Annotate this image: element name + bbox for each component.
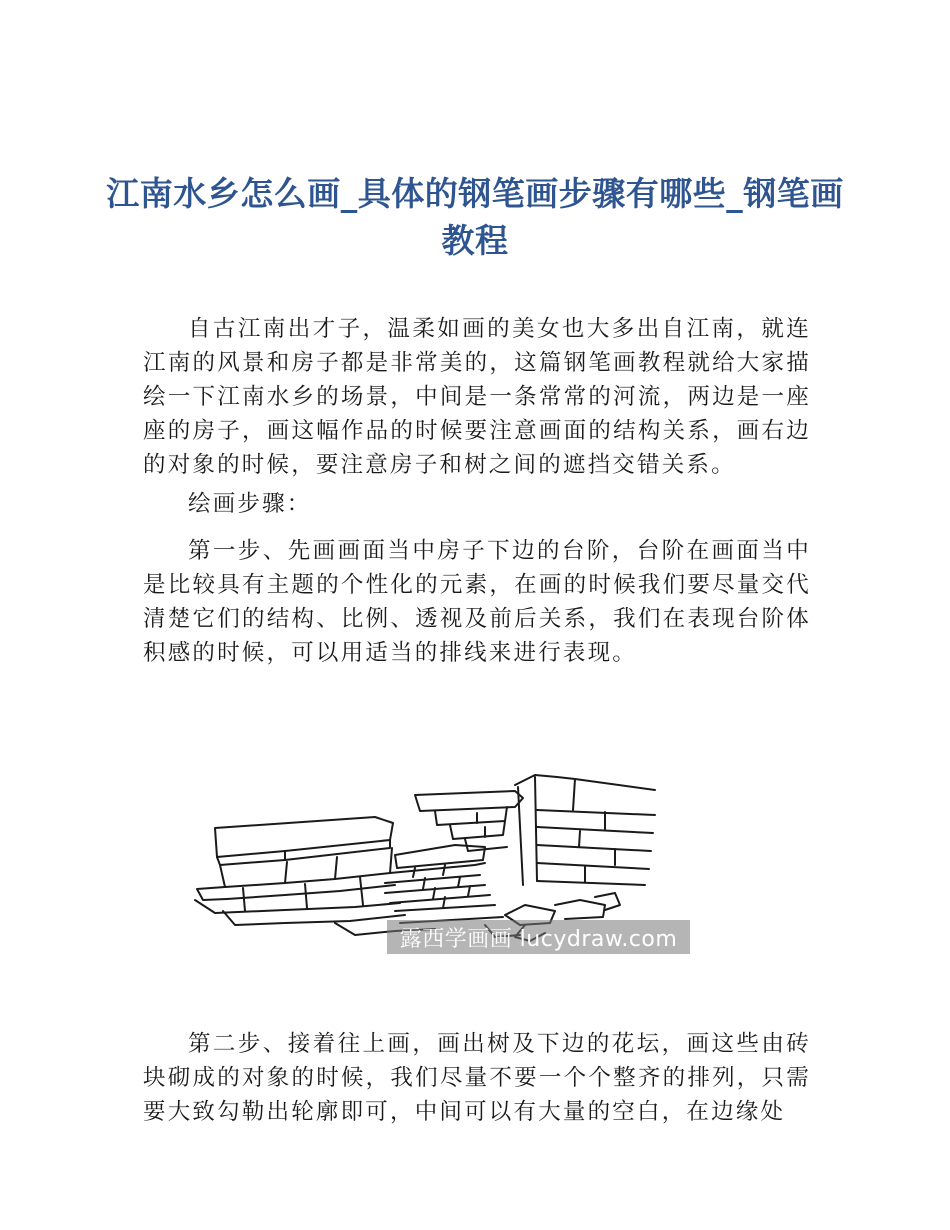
step1-paragraph: 第一步、先画画面当中房子下边的台阶，台阶在画面当中是比较具有主题的个性化的元素，在画的时候我们要尽量交代清楚它们的结构、比例、透视及前后关系，我们在表现台阶体积感的时候，可以用适当的排线来进行表现。: [143, 537, 811, 666]
intro-paragraph: 自古江南出才子，温柔如画的美女也大多出自江南，就连江南的风景和房子都是非常美的，这篇钢笔画教程就给大家描绘一下江南水乡的场景，中间是一条常常的河流，两边是一座座的房子，画这幅作品的时候要注意画面的结构关系，画右边的对象的时候，要注意房子和树之间的遮挡交错关系。: [143, 315, 811, 478]
page-title: 江南水乡怎么画_具体的钢笔画步骤有哪些_钢笔画教程: [106, 174, 844, 261]
step2-paragraph: 第二步、接着往上画，画出树及下边的花坛，画这些由砖块砌成的对象的时候，我们尽量不要一个个整齐的排列，只需要大致勾勒出轮廓即可，中间可以有大量的空白，在边缘处: [143, 1030, 811, 1125]
steps-heading: 绘画步骤：: [188, 490, 312, 517]
watermark-text: 露西学画画 lucydraw.com: [399, 926, 678, 952]
watermark: [387, 920, 690, 954]
